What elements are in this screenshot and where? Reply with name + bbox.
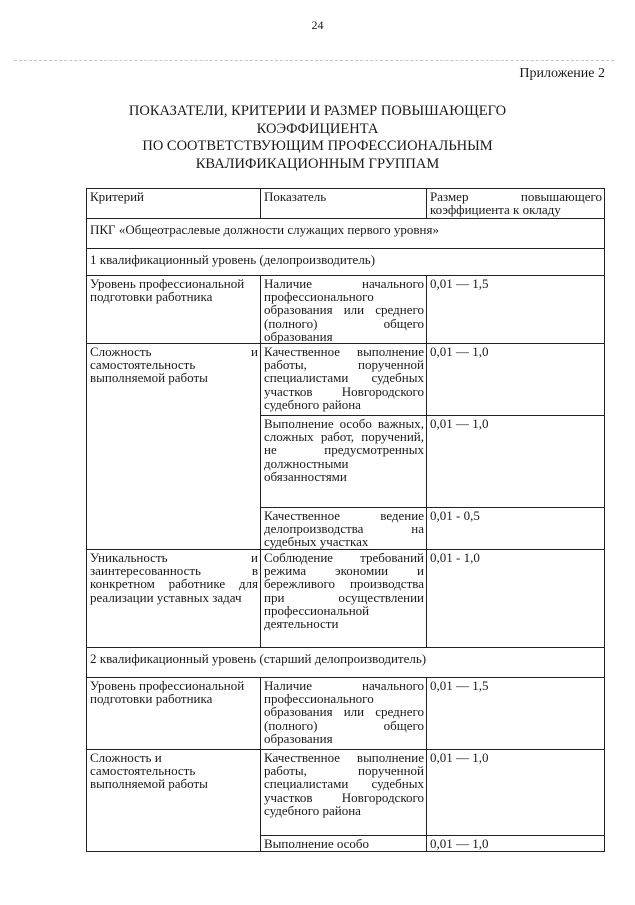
header-criterion: Критерий bbox=[87, 189, 261, 219]
group-row bbox=[87, 219, 605, 249]
indicator-cell: Выполнение особо bbox=[261, 836, 427, 852]
scan-artifact-rule bbox=[14, 60, 614, 61]
criterion-cell: Сложность и самостоятельность выполняемой работы bbox=[87, 750, 261, 852]
indicator-cell: Качественное ведение делопроизводства на судебных участках bbox=[261, 508, 427, 550]
page-number: 24 bbox=[311, 18, 324, 32]
value-cell: 0,01 — 1,0 bbox=[427, 836, 605, 852]
header-coefficient: Размер повышающего коэффициента к окладу bbox=[427, 189, 605, 219]
value-cell: 0,01 - 1,0 bbox=[427, 550, 605, 648]
criterion-cell: Уровень профессиональной подготовки работника bbox=[87, 276, 261, 344]
table-row bbox=[87, 550, 605, 648]
indicator-cell: Выполнение особо важных, сложных работ, поручений, не предусмотренных должностными обязанностями bbox=[261, 416, 427, 508]
criterion-cell: Сложность и самостоятельность выполняемой работы bbox=[87, 344, 261, 550]
table-row bbox=[87, 678, 605, 750]
level-2-title: 2 квалификационный уровень (старший делопроизводитель) bbox=[87, 648, 605, 678]
value-cell: 0,01 — 1,5 bbox=[427, 678, 605, 750]
table-row bbox=[87, 750, 605, 836]
coefficients-table bbox=[86, 188, 605, 852]
criterion-cell: Уровень профессиональной подготовки работника bbox=[87, 678, 261, 750]
level-1-title: 1 квалификационный уровень (делопроизводитель) bbox=[87, 249, 605, 276]
indicator-cell: Наличие начального профессионального образования или среднего (полного) общего образования bbox=[261, 276, 427, 344]
heading-line-3: ПО СООТВЕТСТВУЮЩИМ ПРОФЕССИОНАЛЬНЫМ bbox=[142, 138, 493, 154]
indicator-cell: Соблюдение требований режима экономии и бережливого производства при осуществлении профессиональной деятельности bbox=[261, 550, 427, 648]
level-2-row bbox=[87, 648, 605, 678]
appendix-label: Приложение 2 bbox=[519, 66, 605, 81]
criterion-cell: Уникальность и заинтересованность в конкретном работнике для реализации уставных задач bbox=[87, 550, 261, 648]
table-row bbox=[87, 276, 605, 344]
table-header-row bbox=[87, 189, 605, 219]
table-row bbox=[87, 344, 605, 416]
heading-line-4: КВАЛИФИКАЦИОННЫМ ГРУППАМ bbox=[195, 155, 440, 172]
document-heading bbox=[0, 103, 635, 173]
heading-line-2: КОЭФФИЦИЕНТА bbox=[256, 120, 379, 137]
value-cell: 0,01 — 1,0 bbox=[427, 750, 605, 836]
indicator-cell: Качественное выполнение работы, порученной специалистами судебных участков Новгородского судебного района bbox=[261, 344, 427, 416]
indicator-cell: Наличие начального профессионального образования или среднего (полного) общего образования bbox=[261, 678, 427, 750]
indicator-cell: Качественное выполнение работы, порученной специалистами судебных участков Новгородского судебного района bbox=[261, 750, 427, 836]
value-cell: 0,01 - 0,5 bbox=[427, 508, 605, 550]
header-indicator: Показатель bbox=[261, 189, 427, 219]
coefficients-table-wrapper bbox=[86, 188, 604, 852]
heading-line-1: ПОКАЗАТЕЛИ, КРИТЕРИИ И РАЗМЕР ПОВЫШАЮЩЕГО bbox=[128, 103, 507, 119]
level-1-row bbox=[87, 249, 605, 276]
value-cell: 0,01 — 1,0 bbox=[427, 344, 605, 416]
value-cell: 0,01 — 1,0 bbox=[427, 416, 605, 508]
group-title: ПКГ «Общеотраслевые должности служащих первого уровня» bbox=[87, 219, 605, 249]
value-cell: 0,01 — 1,5 bbox=[427, 276, 605, 344]
